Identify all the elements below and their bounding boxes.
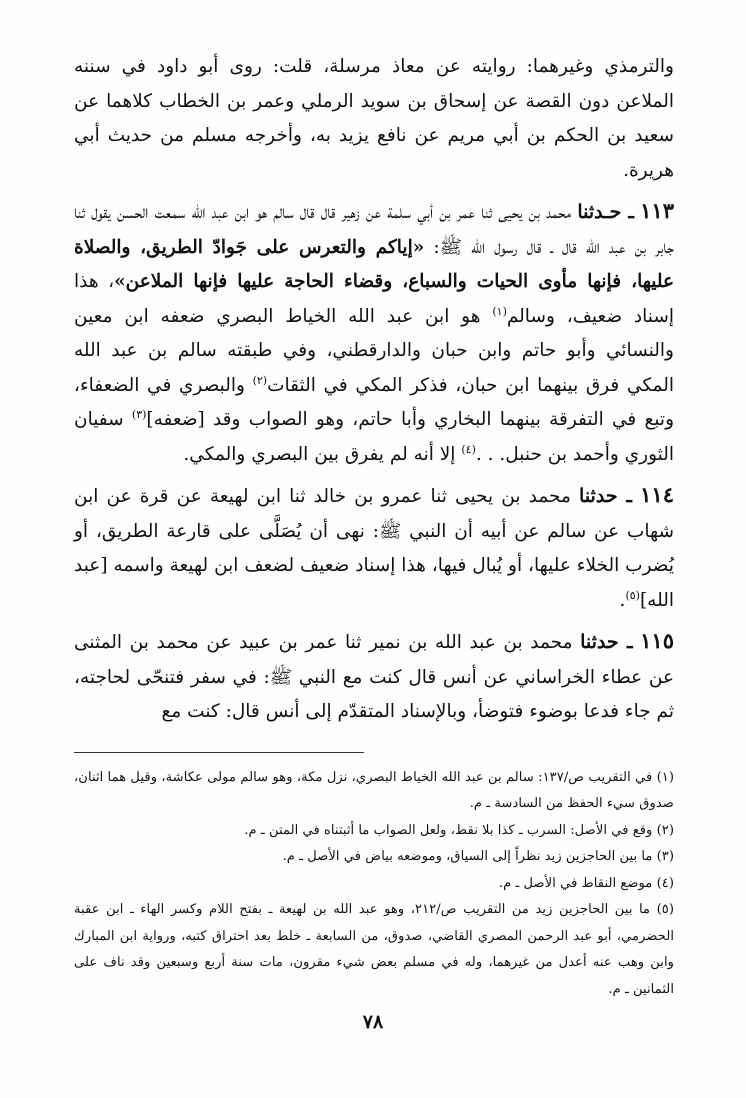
hadith-number: ١١٤ xyxy=(640,482,674,507)
matn-text: «إياكم والتعرس على جَوادّ الطريق، والصلاة عليها، فإنها مأوى الحيات والسباع، وقضاء الحاجة عليها فإنها الملاعن» xyxy=(74,236,674,292)
commentary-text: إلا أنه لم يفرق بين البصري والمكي. xyxy=(183,443,462,465)
continuation-text: والترمذي وغيرهما: روايته عن معاذ مرسلة، قلت: روى أبو داود في سننه الملاعن دون القصة عن إسحاق بن سويد الرملي وعمر بن الخطاب كلاهما عن سعيد بن الحكم بن أبي مريم عن نافع يزيد به، وأخرجه مسلم من حديث أبي هريرة. xyxy=(74,56,674,181)
haddathana-label: ـ حدثنا xyxy=(579,485,632,507)
footnote-2: (٢) وقع في الأصل: السرب ـ كذا بلا نقط، ولعل الصواب ما أثبتناه في المتن ـ م. xyxy=(244,822,674,838)
isnad-text: محمد بن يحيى ثنا عمر بن أبي سلمة عن زهير قال قال سالم هو ابن عبد الله سمعت الحسن يقول ثنا جابر بن عبد الله قال ـ قال رسول الله ﷺ: xyxy=(74,202,674,258)
hadith-114 xyxy=(74,478,674,618)
footnote-marker: (٣) xyxy=(131,407,147,421)
footnote-4: (٤) موضع النقاط في الأصل ـ م. xyxy=(498,875,674,891)
footnote-1: (١) في التقريب ص/١٣٧: سالم بن عبد الله الخياط البصري، نزل مكة، وهو سالم مولى عكاشة، وقيل هما اثنان، صدوق سيء الحفظ من السادسة ـ م. xyxy=(74,769,674,811)
hadith-text: محمد بن يحيى ثنا عمرو بن خالد ثنا ابن لهيعة عن قرة عن ابن شهاب عن سالم عن أبيه أن النبي ﷺ: نهى أن يُصَلَّى على قارعة الطريق، أو يُضرب الخلاء عليها، أو يُبال فيها، هذا إسناد ضعيف لضعف ابن لهيعة واسمه [عبد الله] xyxy=(74,486,674,611)
commentary-text: سفيان الثوري وأحمد بن حنبل. . . xyxy=(74,409,674,465)
hadith-115 xyxy=(74,624,674,730)
footnote-separator xyxy=(74,752,364,753)
page-number: ٧٨ xyxy=(362,1011,384,1033)
haddathana-label: ـ حـدثنا xyxy=(577,201,634,223)
footnote-marker: (٢) xyxy=(252,373,268,387)
footnote-5: (٥) ما بين الحاجزين زيد من التقريب ص/٢١٢، وهو عبد الله بن لهيعة ـ بفتح اللام وكسر الهاء ـ ابن عقبة الحضرمي، أبو عبد الرحمن المصري القاضي، صدوق، من السابعة ـ خلط بعد احتراق كتبه، ورواية ابن المبارك وابن وهب عنه أعدل من غيرهما، وله في مسلم بعض شيء مقرون، مات سنة أربع وسبعين وقد ناف على الثمانين ـ م. xyxy=(74,902,674,997)
footnote-marker: (٤) xyxy=(461,442,476,456)
hadith-number: ١١٥ xyxy=(640,628,674,653)
main-text xyxy=(74,50,674,730)
footnote-3: (٣) ما بين الحاجزين زيد نظراً إلى السياق، وموضعه بياض في الأصل ـ م. xyxy=(282,849,674,864)
paragraph-continuation xyxy=(74,50,674,188)
haddathana-label: ـ حدثنا xyxy=(580,631,633,653)
hadith-number: ١١٣ xyxy=(640,198,674,223)
commentary-text: هو ابن عبد الله الخياط البصري ضعفه ابن معين والنسائي وأبو حاتم وابن حبان والدارقطني، وفي طبقته سالم بن عبد الله المكي فرق بينهما ابن حبان، فذكر المكي في الثقات xyxy=(74,305,675,396)
hadith-text: محمد بن عبد الله بن نمير ثنا عمر بن عبيد عن محمد بن المثنى عن عطاء الخراساني عن أنس قال كنت مع النبي ﷺ: في سفر فتنحّى لحاجته، ثم جاء فدعا بوضوء فتوضأ، وبالإسناد المتقدّم إلى أنس قال: كنت مع xyxy=(74,632,674,722)
hadith-text: . xyxy=(619,589,626,611)
commentary-text: ، هذا إسناد ضعيف، وسالم xyxy=(74,271,675,327)
commentary-text: والبصري في الضعفاء، وتبع في التفرقة بينهما البخاري وأبا حاتم، وهو الصواب وقد [ضعفه] xyxy=(74,374,674,430)
footnote-marker: (١) xyxy=(492,304,507,318)
hadith-113 xyxy=(74,194,674,472)
footnotes xyxy=(74,765,674,1004)
footnote-marker: (٥) xyxy=(625,588,640,602)
